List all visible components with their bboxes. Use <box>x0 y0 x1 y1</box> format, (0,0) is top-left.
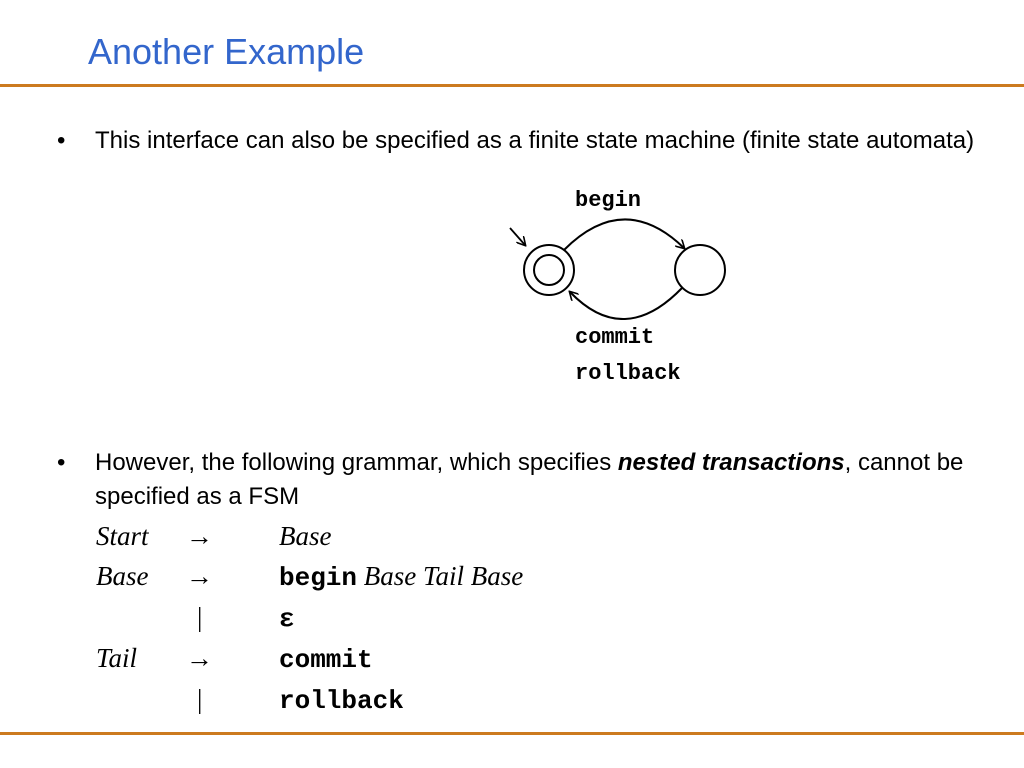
bullet-text-grammar <box>95 446 975 514</box>
fsm-label-rollback: rollback <box>575 361 681 386</box>
grammar-terminal: ε <box>279 604 295 634</box>
grammar-terminal: begin <box>279 563 358 593</box>
grammar-alternative-bar: | <box>197 602 203 632</box>
grammar-terminal: rollback <box>279 686 404 716</box>
begin-transition-arrow <box>564 219 684 250</box>
grammar-lhs: Base <box>96 561 149 591</box>
commit-rollback-transition-arrow <box>570 288 682 319</box>
grammar-rhs <box>279 640 373 678</box>
grammar-terminal: commit <box>279 645 373 675</box>
slide-title: Another Example <box>88 31 365 72</box>
grammar-rhs <box>279 681 404 719</box>
bullet-text-fsm: This interface can also be specified as a finite state machine (finite state automata) <box>95 127 975 154</box>
start-pointer-arrow <box>510 228 525 245</box>
bullet-marker: • <box>57 449 66 476</box>
start-state-inner-circle <box>534 255 564 285</box>
grammar-rhs: Base <box>279 521 332 551</box>
bullet-marker: • <box>57 127 66 154</box>
fsm-label-begin: begin <box>575 188 642 213</box>
grammar-lhs: Tail <box>96 643 138 673</box>
bullet-text-before: However, the following grammar, which specifies <box>95 449 618 476</box>
bullet-text-after: , cannot be specified as a FSM <box>95 449 964 510</box>
fsm-diagram <box>500 200 740 320</box>
grammar-lhs: Start <box>96 521 149 551</box>
fsm-label-commit: commit <box>575 325 655 350</box>
grammar-nonterminals: Base Tail Base <box>357 561 524 591</box>
title-divider <box>0 84 1024 87</box>
grammar-alternative-bar: | <box>197 684 203 714</box>
grammar-arrow: → <box>186 561 213 591</box>
start-state-outer-circle <box>524 245 574 295</box>
grammar-rhs <box>279 558 523 596</box>
transaction-state-circle <box>675 245 725 295</box>
footer-divider <box>0 732 1024 735</box>
grammar-arrow: → <box>186 643 213 673</box>
grammar-arrow: → <box>186 521 213 551</box>
grammar-rhs <box>279 599 295 637</box>
bullet-emphasis: nested transactions <box>617 449 845 476</box>
